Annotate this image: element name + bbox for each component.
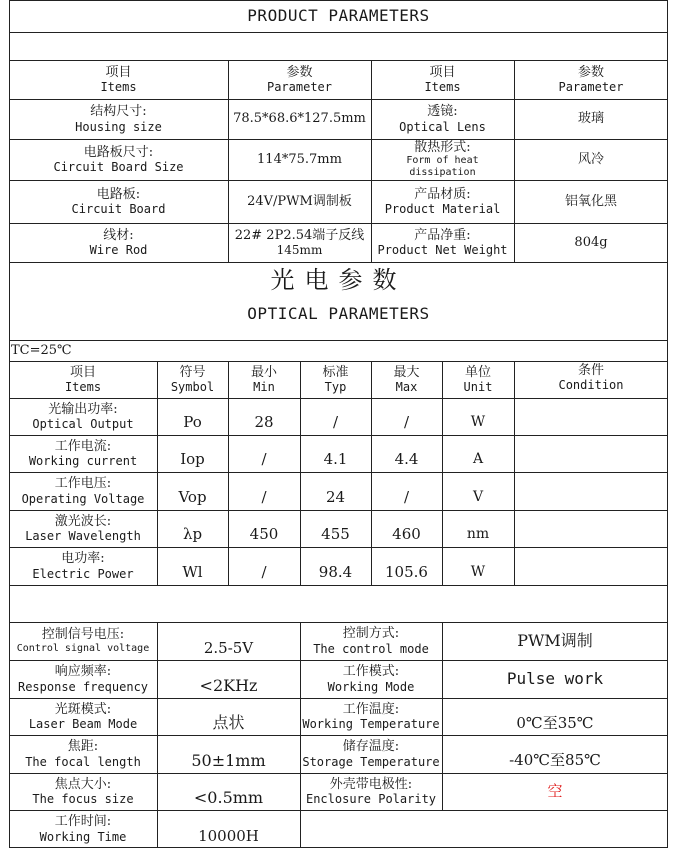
housing-size-value: 78.5*68.6*127.5mm xyxy=(233,111,366,127)
laser-wavelength-symbol: λp xyxy=(182,524,203,543)
wire-rod-value xyxy=(228,223,371,262)
beam-mode-label xyxy=(9,698,157,735)
circuit-board-value: 24V/PWM调制板 xyxy=(247,193,352,209)
product-header-items xyxy=(9,60,228,99)
optical-header-items xyxy=(9,361,157,398)
header-items-en: Items xyxy=(100,80,137,95)
response-frequency-label xyxy=(9,660,157,698)
divider xyxy=(9,585,668,586)
optical-output-unit: W xyxy=(470,414,486,431)
focal-length-value: 50±1mm xyxy=(191,750,266,770)
optical-header-symbol xyxy=(157,361,228,398)
label-en: Enclosure Polarity xyxy=(305,792,437,807)
divider xyxy=(9,340,668,341)
label-cn: 透镜: xyxy=(427,104,458,120)
header-en: Items xyxy=(64,380,102,395)
label-en: The focus size xyxy=(32,792,134,807)
net-weight-label xyxy=(371,223,514,262)
operating-voltage-symbol: Vop xyxy=(178,487,207,506)
label-en: Wire Rod xyxy=(89,243,148,258)
header-cn: 项目 xyxy=(69,364,96,380)
laser-wavelength-min: 450 xyxy=(249,524,279,543)
optical-lens-value: 玻璃 xyxy=(577,111,604,127)
working-mode-label xyxy=(300,660,442,698)
optical-header-min xyxy=(228,361,300,398)
label-cn: 工作时间: xyxy=(54,814,112,830)
operating-voltage-typ: 24 xyxy=(325,487,346,506)
label-cn: 工作模式: xyxy=(342,664,400,680)
label-cn: 激光波长: xyxy=(54,513,112,529)
label-cn: 光输出功率: xyxy=(48,401,118,417)
working-mode-value: Pulse work xyxy=(506,668,604,688)
label-cn: 工作电流: xyxy=(54,438,112,454)
working-current-typ: 4.1 xyxy=(323,449,348,468)
laser-wavelength-max: 460 xyxy=(392,524,421,543)
label-cn: 散热形式: xyxy=(414,140,471,156)
label-en: Operating Voltage xyxy=(21,491,145,506)
header-param-en: Parameter xyxy=(558,80,624,95)
label-en: Product Material xyxy=(384,202,501,217)
header-items-cn: 项目 xyxy=(429,64,456,80)
optical-header-typ xyxy=(300,361,371,398)
heat-dissipation-label xyxy=(371,139,514,180)
optical-output-max: / xyxy=(403,412,410,431)
optical-header-max xyxy=(371,361,442,398)
response-frequency-value: <2KHz xyxy=(199,675,258,695)
value-line-2: 145mm xyxy=(276,243,323,258)
header-cn: 标准 xyxy=(322,364,349,380)
working-current-label xyxy=(9,435,157,472)
header-en: Min xyxy=(253,380,275,395)
label-en: Electric Power xyxy=(32,566,134,581)
label-cn: 产品净重: xyxy=(414,227,471,243)
product-parameters-title: PRODUCT PARAMETERS xyxy=(247,5,430,25)
header-en: Typ xyxy=(324,380,347,395)
header-en: Condition xyxy=(558,378,624,393)
label-cn: 焦距: xyxy=(67,739,99,755)
working-temperature-label xyxy=(300,698,442,735)
beam-mode-value: 点状 xyxy=(212,713,245,733)
label-en: Product Net Weight xyxy=(377,243,508,258)
laser-wavelength-typ: 455 xyxy=(321,524,350,543)
header-en: Unit xyxy=(463,380,493,395)
header-cn: 最小 xyxy=(250,364,277,380)
label-cn: 电路板尺寸: xyxy=(83,144,154,160)
storage-temperature-value: -40℃至85℃ xyxy=(509,751,601,770)
header-cn: 单位 xyxy=(464,364,491,380)
tc-condition: TC=25℃ xyxy=(11,343,72,359)
product-header-parameter xyxy=(228,60,371,99)
operating-voltage-min: / xyxy=(261,487,267,506)
label-cn: 响应频率: xyxy=(54,664,112,680)
header-param-cn: 参数 xyxy=(286,64,313,80)
laser-wavelength-label xyxy=(9,510,157,547)
circuit-board-size-label xyxy=(9,139,228,180)
label-cn: 结构尺寸: xyxy=(90,104,147,120)
control-voltage-value: 2.5-5V xyxy=(203,639,254,658)
label-en: Form of heat dissipation xyxy=(406,155,479,179)
label-cn: 控制信号电压: xyxy=(41,627,125,643)
header-items-cn: 项目 xyxy=(105,64,132,80)
operating-voltage-unit: V xyxy=(472,489,484,506)
label-cn: 焦点大小: xyxy=(54,776,112,792)
product-material-value: 铝氧化黑 xyxy=(564,193,617,209)
electric-power-max: 105.6 xyxy=(385,562,428,581)
label-en: Laser Beam Mode xyxy=(28,717,138,732)
label-cn: 工作电压: xyxy=(54,476,112,492)
label-cn: 光斑模式: xyxy=(54,701,112,717)
circuit-board-label xyxy=(9,180,228,223)
optical-header-condition xyxy=(514,361,668,398)
label-en: Working Temperature xyxy=(302,717,440,732)
optical-output-min: 28 xyxy=(254,412,274,431)
electric-power-typ: 98.4 xyxy=(318,562,353,581)
electric-power-unit: W xyxy=(470,564,486,581)
label-cn: 电路板: xyxy=(96,186,141,202)
focus-size-label xyxy=(9,773,157,810)
label-en: Working Time xyxy=(39,829,127,844)
header-items-en: Items xyxy=(424,80,461,95)
working-current-min: / xyxy=(261,449,267,468)
storage-temperature-label xyxy=(300,735,442,773)
label-en: Optical Output xyxy=(32,417,134,432)
enclosure-polarity-label xyxy=(300,773,442,810)
label-cn: 外壳带电极性: xyxy=(329,776,413,792)
heat-dissipation-value: 风冷 xyxy=(577,151,604,167)
control-voltage-label xyxy=(9,622,157,660)
electric-power-min: / xyxy=(261,562,267,581)
control-mode-label xyxy=(300,622,442,660)
label-en: Response frequency xyxy=(17,679,149,694)
label-en: Working Mode xyxy=(327,679,415,694)
optical-lens-label xyxy=(371,99,514,139)
label-en: Circuit Board Size xyxy=(53,160,184,175)
label-en: Optical Lens xyxy=(399,119,486,134)
label-cn: 储存温度: xyxy=(342,739,400,755)
product-header-items-2 xyxy=(371,60,514,99)
product-header-parameter-2 xyxy=(514,60,668,99)
optical-output-typ: / xyxy=(332,412,339,431)
label-cn: 线材: xyxy=(103,227,134,243)
focus-size-value: <0.5mm xyxy=(193,787,264,807)
parameter-sheet xyxy=(9,0,668,848)
working-time-value: 10000H xyxy=(198,826,259,845)
label-cn: 电功率: xyxy=(61,551,105,567)
optical-output-label xyxy=(9,398,157,435)
label-cn: 控制方式: xyxy=(342,626,400,642)
value-line-1: 22# 2P2.54端子反线 xyxy=(234,227,365,243)
optical-header-unit xyxy=(442,361,514,398)
label-en: Circuit Board xyxy=(71,202,166,217)
optical-title-en: OPTICAL PARAMETERS xyxy=(247,303,430,323)
header-cn: 最大 xyxy=(393,364,420,380)
label-en: Housing size xyxy=(75,119,162,134)
operating-voltage-max: / xyxy=(403,487,410,506)
divider xyxy=(9,32,668,33)
optical-title-cn: 光电参数 xyxy=(270,265,407,294)
working-current-symbol: Iop xyxy=(180,449,205,468)
label-en: Storage Temperature xyxy=(302,754,440,769)
header-en: Max xyxy=(395,380,418,395)
label-en: The focal length xyxy=(25,754,141,769)
working-current-unit: A xyxy=(472,451,484,468)
electric-power-label xyxy=(9,547,157,585)
control-mode-value: PWM调制 xyxy=(517,630,593,650)
header-cn: 符号 xyxy=(179,364,206,380)
working-current-max: 4.4 xyxy=(394,449,419,468)
product-material-label xyxy=(371,180,514,223)
focal-length-label xyxy=(9,735,157,773)
header-cn: 条件 xyxy=(577,363,604,378)
circuit-board-size-value: 114*75.7mm xyxy=(257,151,342,167)
laser-wavelength-unit: nm xyxy=(466,526,490,543)
housing-size-label xyxy=(9,99,228,139)
enclosure-polarity-value: 空 xyxy=(547,781,563,800)
net-weight-value: 804g xyxy=(574,234,608,250)
label-en: Working current xyxy=(28,454,138,469)
label-en: Control signal voltage xyxy=(16,642,150,654)
header-param-cn: 参数 xyxy=(577,64,604,80)
header-en: Symbol xyxy=(170,380,215,395)
label-en: The control mode xyxy=(313,641,429,656)
wire-rod-label xyxy=(9,223,228,262)
working-time-label xyxy=(9,810,157,848)
working-temperature-value: 0℃至35℃ xyxy=(516,713,594,732)
label-cn: 工作温度: xyxy=(342,701,400,717)
label-cn: 产品材质: xyxy=(414,186,471,202)
operating-voltage-label xyxy=(9,472,157,510)
optical-output-symbol: Po xyxy=(183,412,202,431)
header-param-en: Parameter xyxy=(266,80,333,95)
label-en: Laser Wavelength xyxy=(25,529,141,544)
electric-power-symbol: Wl xyxy=(182,562,203,581)
